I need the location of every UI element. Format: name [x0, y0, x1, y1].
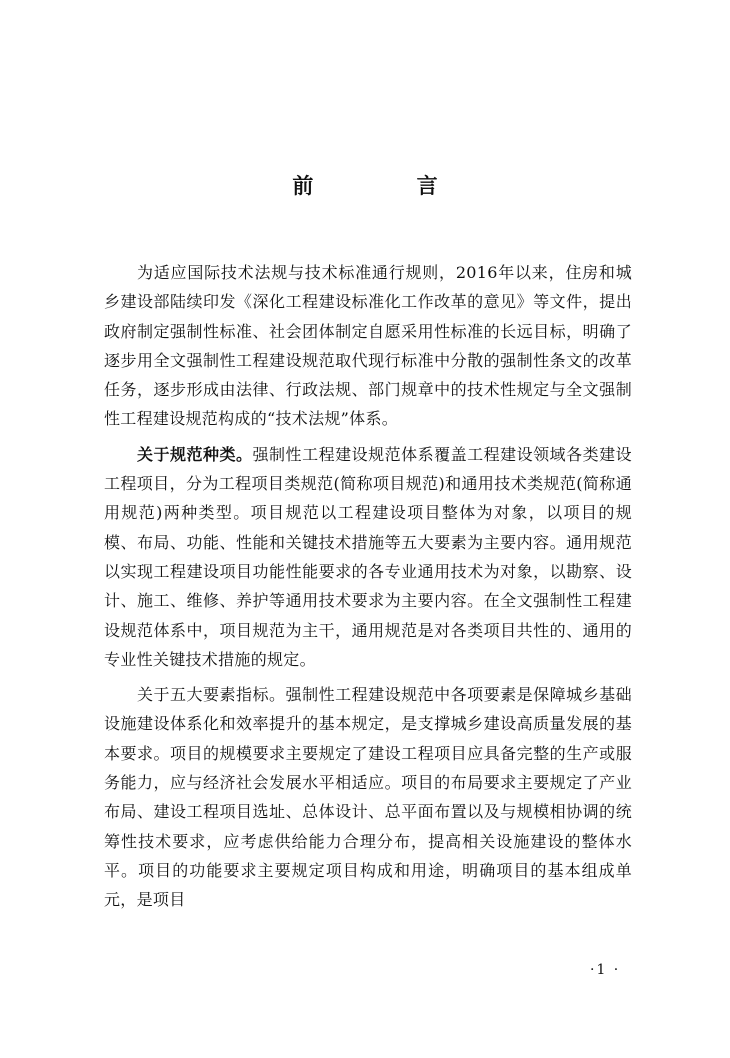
paragraph-five-elements: [104, 680, 632, 914]
paragraph-text: 强制性工程建设规范体系覆盖工程建设领域各类建设工程项目，分为工程项目类规范(简称项目规范)和通用技术类规范(简称通用规范)两种类型。项目规范以工程建设项目整体为对象，以项目的规模、布局、功能、性能和关键技术措施等五大要素为主要内容。通用规范以实现工程建设项目功能性能要求的各专业通用技术为对象，以勘察、设计、施工、维修、养护等通用技术要求为主要内容。在全文强制性工程建设规范体系中，项目规范为主干，通用规范是对各类项目共性的、通用的专业性关键技术措施的规定。: [104, 444, 632, 669]
document-body: [104, 258, 632, 915]
page-number: ·1 ·: [590, 962, 621, 978]
paragraph-text: 关于五大要素指标。强制性工程建设规范中各项要素是保障城乡基础设施建设体系化和效率提升的基本规定，是支撑城乡建设高质量发展的基本要求。项目的规模要求主要规定了建设工程项目应具备完整的生产或服务能力，应与经济社会发展水平相适应。项目的布局要求主要规定了产业布局、建设工程项目选址、总体设计、总平面布置以及与规模相协调的统筹性技术要求，应考虑供给能力合理分布，提高相关设施建设的整体水平。项目的功能要求主要规定项目构成和用途，明确项目的基本组成单元，是项目: [104, 685, 632, 910]
page-title: 前 言: [292, 174, 486, 198]
paragraph-lead: 关于规范种类。: [137, 444, 253, 464]
paragraph-intro: [104, 258, 632, 434]
paragraph-specification-types: [104, 440, 632, 674]
paragraph-text: 为适应国际技术法规与技术标准通行规则，2016年以来，住房和城乡建设部陆续印发《深化工程建设标准化工作改革的意见》等文件，提出政府制定强制性标准、社会团体制定自愿采用性标准的长远目标，明确了逐步用全文强制性工程建设规范取代现行标准中分散的强制性条文的改革任务，逐步形成由法律、行政法规、部门规章中的技术性规定与全文强制性工程建设规范构成的“技术法规”体系。: [104, 263, 632, 429]
